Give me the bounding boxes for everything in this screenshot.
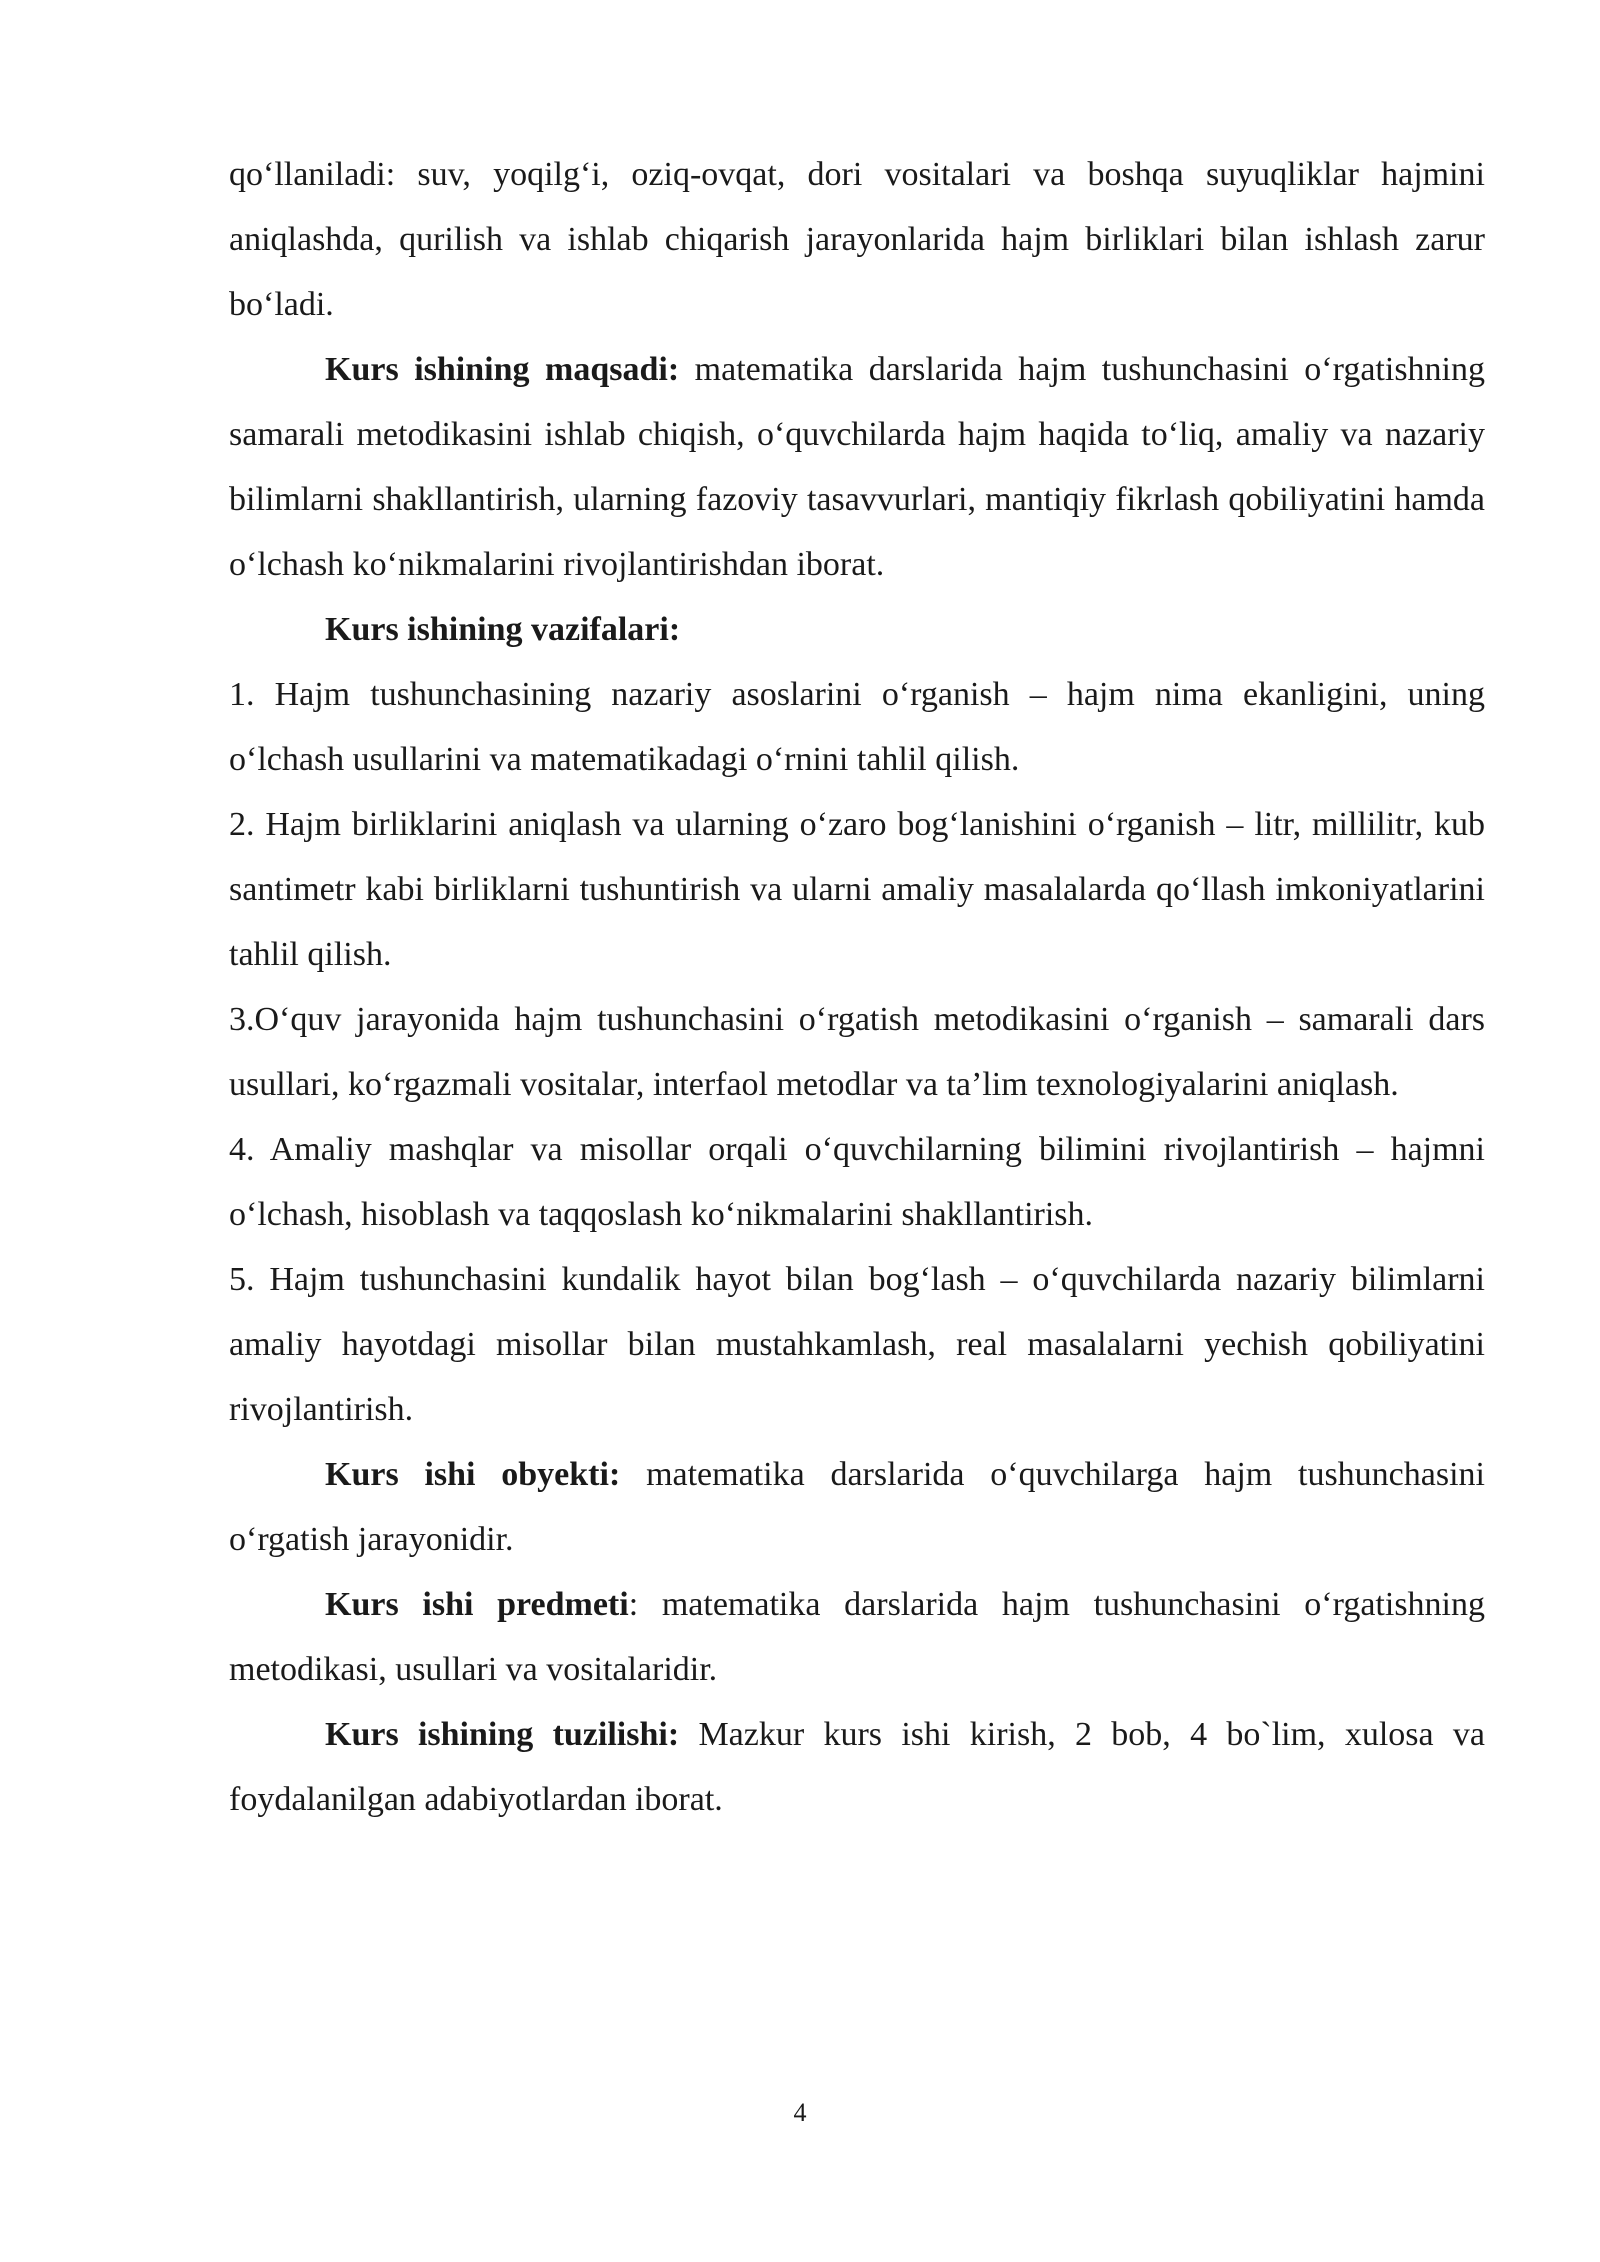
object-text: matematika darslarida o‘quvchilarga hajm tushunchasini o‘rgatish jarayonidir. <box>229 1456 1485 1558</box>
object-paragraph <box>229 1442 1485 1572</box>
object-label: Kurs ishi obyekti: <box>325 1456 621 1493</box>
subject-label: Kurs ishi predmeti <box>325 1586 629 1623</box>
task-item-5: 5. Hajm tushunchasini kundalik hayot bilan bog‘lash – o‘quvchilarda nazariy bilimlarni amaliy hayotdagi misollar bilan mustahkamlash, real masalalarni yechish qobiliyatini rivojlantirish. <box>229 1261 1485 1428</box>
goal-paragraph <box>229 337 1485 597</box>
subject-paragraph <box>229 1572 1485 1702</box>
task-item-2: 2. Hajm birliklarini aniqlash va ularning o‘zaro bog‘lanishini o‘rganish – litr, millilitr, kub santimetr kabi birliklarni tushuntirish va ularni amaliy masalalarda qo‘llash imkoniyatlarini tahlil qilish. <box>229 806 1485 973</box>
tasks-heading: Kurs ishining vazifalari: <box>325 611 681 648</box>
page-body <box>229 142 1485 1832</box>
intro-continuation-paragraph: qo‘llaniladi: suv, yoqilg‘i, oziq-ovqat, dori vositalari va boshqa suyuqliklar hajmini aniqlashda, qurilish va ishlab chiqarish jarayonlarida hajm birliklari bilan ishlash zarur bo‘ladi. <box>229 156 1485 323</box>
structure-text: Mazkur kurs ishi kirish, 2 bob, 4 bo`lim, xulosa va foydalanilgan adabiyotlardan iborat. <box>229 1716 1485 1818</box>
task-item-4: 4. Amaliy mashqlar va misollar orqali o‘quvchilarning bilimini rivojlantirish – hajmni o‘lchash, hisoblash va taqqoslash ko‘nikmalarini shakllantirish. <box>229 1131 1485 1233</box>
subject-text: : matematika darslarida hajm tushunchasini o‘rgatishning metodikasi, usullari va vositalaridir. <box>229 1586 1485 1688</box>
task-item-3: 3.O‘quv jarayonida hajm tushunchasini o‘rgatish metodikasini o‘rganish – samarali dars usullari, ko‘rgazmali vositalar, interfaol metodlar va ta’lim texnologiyalarini aniqlash. <box>229 1001 1485 1103</box>
structure-label: Kurs ishining tuzilishi: <box>325 1716 680 1753</box>
goal-label: Kurs ishining maqsadi: <box>325 351 680 388</box>
task-item-1: 1. Hajm tushunchasining nazariy asoslarini o‘rganish – hajm nima ekanligini, uning o‘lchash usullarini va matematikadagi o‘rnini tahlil qilish. <box>229 676 1485 778</box>
page-number: 4 <box>793 2098 807 2127</box>
goal-text: matematika darslarida hajm tushunchasini o‘rgatishning samarali metodikasini ishlab chiqish, o‘quvchilarda hajm haqida to‘liq, amaliy va nazariy bilimlarni shakllantirish, ularning fazoviy tasavvurlari, mantiqiy fikrlash qobiliyatini hamda o‘lchash ko‘nikmalarini rivojlantirishdan iborat. <box>229 351 1485 583</box>
structure-paragraph <box>229 1702 1485 1832</box>
